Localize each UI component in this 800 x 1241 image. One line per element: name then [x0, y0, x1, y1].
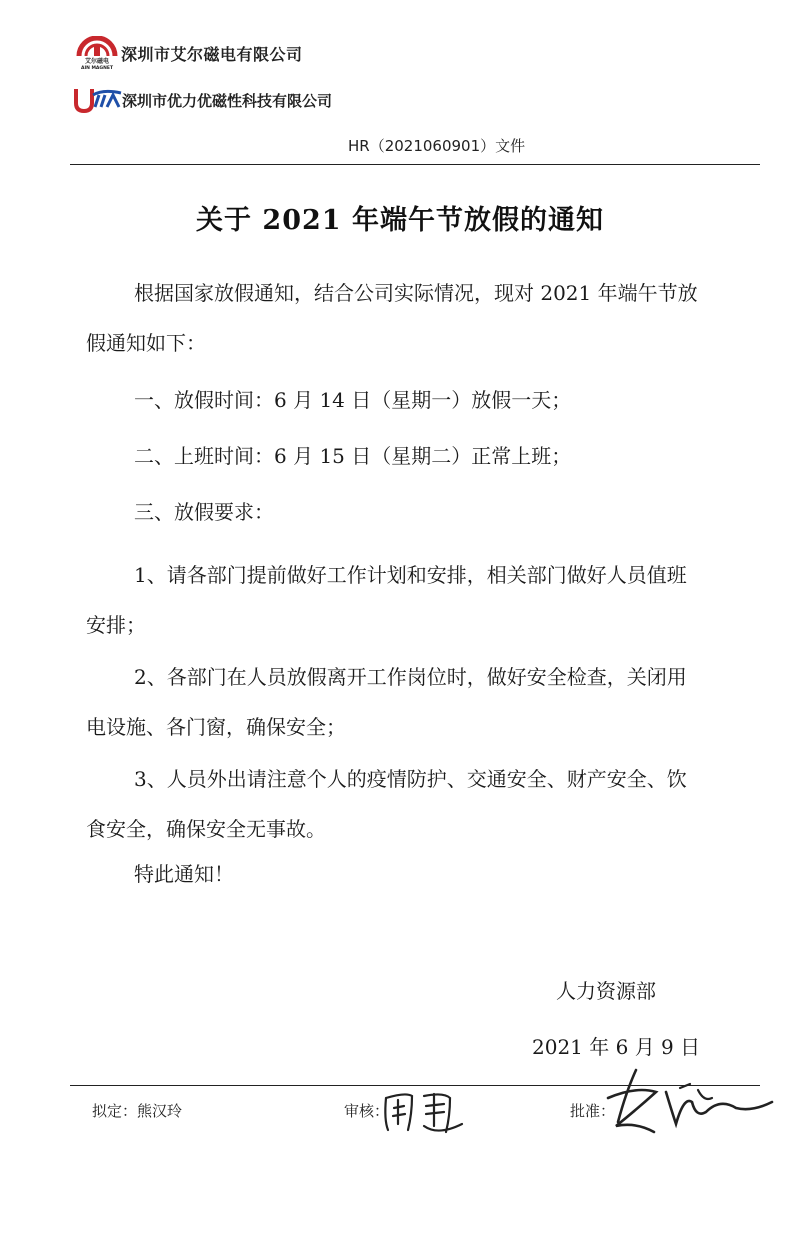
- issuing-department: 人力资源部: [556, 979, 656, 1003]
- intro-paragraph: 根据国家放假通知，结合公司实际情况，现对 2021 年端午节放假通知如下：: [86, 281, 698, 355]
- requirement-1: 1、请各部门提前做好工作计划和安排，相关部门做好人员值班安排；: [86, 563, 687, 637]
- reviewed-label: 审核：: [344, 1102, 390, 1120]
- header-divider: [70, 164, 760, 165]
- company-logo-uliu: [73, 85, 123, 115]
- approved-label: 批准：: [570, 1102, 616, 1120]
- work-time-item: 二、上班时间：6 月 15 日（星期二）正常上班；: [134, 444, 572, 468]
- company-name-1: 深圳市艾尔磁电有限公司: [121, 45, 303, 64]
- svg-text:AIN MAGNET: AIN MAGNET: [80, 66, 114, 70]
- requirements-heading: 三、放假要求：: [134, 500, 274, 524]
- company-name-2: 深圳市优力优磁性科技有限公司: [122, 92, 333, 110]
- document-number: HR（2021060901）文件: [348, 137, 526, 155]
- reviewer-signature: [378, 1080, 478, 1140]
- company-logo-ainmagnet: [74, 36, 120, 70]
- issue-date: 2021 年 6 月 9 日: [532, 1035, 701, 1059]
- requirement-2: 2、各部门在人员放假离开工作岗位时，做好安全检查，关闭用电设施、各门窗，确保安全；: [86, 665, 687, 739]
- drafted-by: 拟定：熊汉玲: [92, 1102, 183, 1120]
- holiday-time-item: 一、放假时间：6 月 14 日（星期一）放假一天；: [134, 388, 572, 412]
- notice-title: 关于 2021 年端午节放假的通知: [196, 205, 604, 236]
- requirement-3: 3、人员外出请注意个人的疫情防护、交通安全、财产安全、饮食安全，确保安全无事故。: [86, 767, 687, 841]
- approver-signature: [596, 1062, 776, 1142]
- svg-text:艾尔磁电: 艾尔磁电: [84, 58, 110, 65]
- ainmagnet-logo-icon: [74, 36, 120, 70]
- uliu-logo-icon: [73, 85, 123, 115]
- closing-line: 特此通知！: [134, 862, 234, 886]
